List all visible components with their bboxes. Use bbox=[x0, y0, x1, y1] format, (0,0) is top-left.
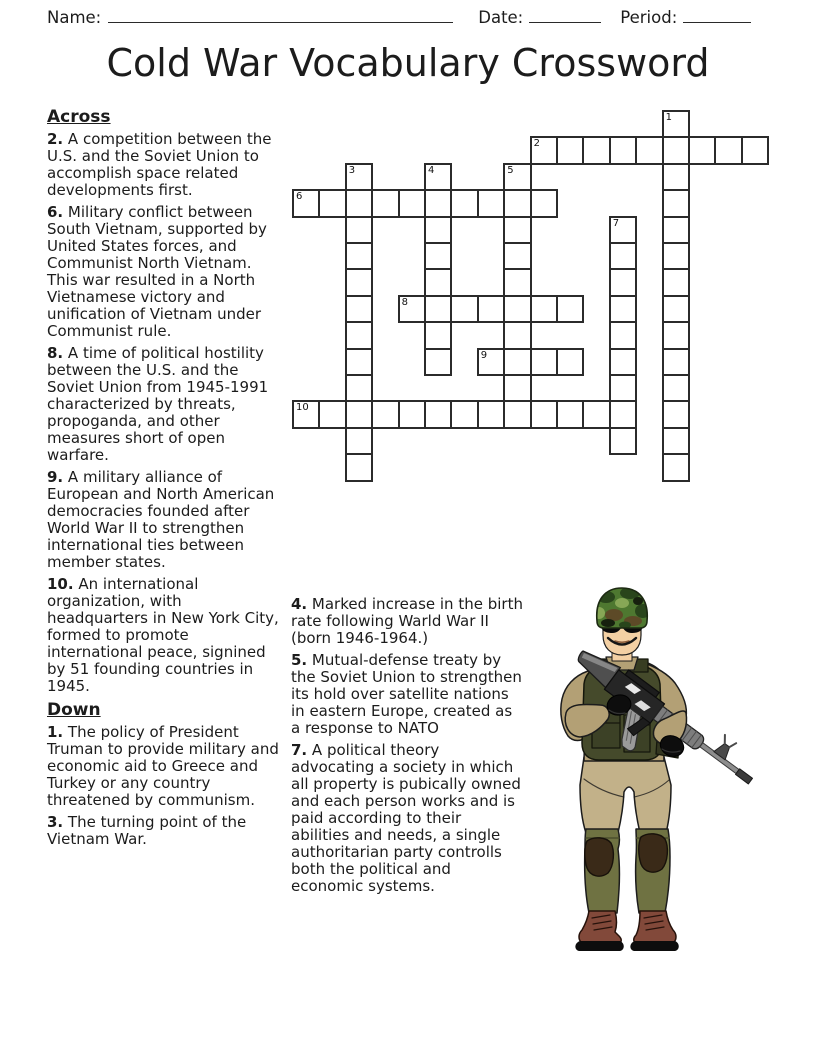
clue-across-6 bbox=[47, 204, 284, 340]
header bbox=[47, 7, 751, 27]
grid-cell[interactable] bbox=[530, 348, 558, 376]
clue-number: 9. bbox=[47, 468, 64, 486]
grid-cell[interactable] bbox=[662, 453, 690, 481]
grid-cell[interactable] bbox=[424, 189, 452, 217]
grid-cell[interactable] bbox=[503, 348, 531, 376]
grid-cell[interactable] bbox=[662, 427, 690, 455]
grid-cell[interactable] bbox=[530, 400, 558, 428]
clue-down-7 bbox=[291, 742, 524, 895]
grid-cell[interactable] bbox=[345, 295, 373, 323]
grid-cell[interactable] bbox=[662, 216, 690, 244]
soldier-boot-left bbox=[579, 911, 621, 943]
grid-cell[interactable] bbox=[662, 400, 690, 428]
date-label: Date: bbox=[478, 8, 524, 27]
clue-text: The policy of President Truman to provide military and economic aid to Greece and Turkey or any country threatened by communism. bbox=[47, 723, 279, 809]
grid-cell[interactable] bbox=[609, 427, 637, 455]
grid-cell[interactable] bbox=[503, 400, 531, 428]
clue-number: 6. bbox=[47, 203, 64, 221]
grid-cell[interactable] bbox=[609, 242, 637, 270]
grid-cell[interactable] bbox=[503, 295, 531, 323]
clue-number: 7. bbox=[291, 741, 308, 759]
grid-cell[interactable] bbox=[424, 295, 452, 323]
grid-cell[interactable] bbox=[662, 321, 690, 349]
grid-cell[interactable] bbox=[530, 189, 558, 217]
across-heading: Across bbox=[47, 107, 111, 127]
cell-number: 9 bbox=[480, 349, 488, 361]
grid-cell[interactable] bbox=[477, 295, 505, 323]
grid-cell[interactable] bbox=[662, 374, 690, 402]
grid-cell[interactable] bbox=[424, 321, 452, 349]
grid-cell[interactable] bbox=[371, 400, 399, 428]
grid-cell[interactable] bbox=[345, 400, 373, 428]
clue-number: 3. bbox=[47, 813, 64, 831]
cell-number: 8 bbox=[401, 296, 408, 308]
soldier-kneepad-left bbox=[585, 838, 614, 876]
grid-cell[interactable] bbox=[609, 136, 637, 164]
left-clue-column bbox=[47, 106, 284, 853]
grid-cell[interactable] bbox=[556, 295, 584, 323]
grid-cell[interactable] bbox=[662, 242, 690, 270]
grid-cell[interactable] bbox=[450, 295, 478, 323]
grid-cell-4[interactable] bbox=[424, 163, 452, 191]
clue-text: A competition between the U.S. and the Soviet Union to accomplish space related developments first. bbox=[47, 130, 272, 199]
grid-cell[interactable] bbox=[609, 348, 637, 376]
grid-cell[interactable] bbox=[424, 268, 452, 296]
grid-cell[interactable] bbox=[556, 348, 584, 376]
grid-cell[interactable] bbox=[662, 189, 690, 217]
grid-cell[interactable] bbox=[345, 216, 373, 244]
name-label: Name: bbox=[47, 8, 102, 27]
grid-cell[interactable] bbox=[503, 189, 531, 217]
grid-cell[interactable] bbox=[503, 216, 531, 244]
grid-cell-5[interactable] bbox=[503, 163, 531, 191]
cell-number: 4 bbox=[428, 164, 435, 176]
clue-text: The turning point of the Vietnam War. bbox=[47, 813, 247, 848]
grid-cell[interactable] bbox=[503, 242, 531, 270]
grid-cell[interactable] bbox=[662, 268, 690, 296]
grid-cell-6[interactable] bbox=[292, 189, 320, 217]
grid-cell[interactable] bbox=[741, 136, 769, 164]
grid-cell[interactable] bbox=[318, 189, 346, 217]
page-title: Cold War Vocabulary Crossword bbox=[106, 41, 710, 85]
cell-number: 1 bbox=[665, 112, 672, 123]
grid-cell[interactable] bbox=[424, 242, 452, 270]
soldier-illustration bbox=[540, 575, 800, 965]
clue-down-1 bbox=[47, 724, 284, 809]
grid-cell[interactable] bbox=[345, 427, 373, 455]
grid-cell[interactable] bbox=[503, 321, 531, 349]
clue-down-3 bbox=[47, 814, 284, 848]
grid-cell[interactable] bbox=[450, 189, 478, 217]
grid-cell[interactable] bbox=[582, 136, 610, 164]
cell-number: 3 bbox=[348, 164, 356, 176]
crossword-grid bbox=[292, 110, 770, 482]
clue-text: Mutual-defense treaty by the Soviet Union to strengthen its hold over satellite nations in eastern Europe, created as a response to NATO bbox=[291, 651, 522, 737]
clue-text: A time of political hostility between the U.S. and the Soviet Union from 1945-1991 characterized by threats, propoganda, and other measures short of open warfare. bbox=[47, 344, 269, 464]
clue-text: Military conflict between South Vietnam, supported by United States forces, and Communist North Vietnam. This war resulted in a North Vietnamese victory and unification of Vietnam under Communist rule. bbox=[47, 203, 267, 340]
grid-cell[interactable] bbox=[609, 268, 637, 296]
grid-cell[interactable] bbox=[503, 374, 531, 402]
date-input-line[interactable] bbox=[529, 7, 601, 23]
clue-text: A military alliance of European and North American democracies founded after World War II to strengthen international ties between member states. bbox=[47, 468, 275, 571]
grid-cell[interactable] bbox=[635, 136, 663, 164]
clue-number: 5. bbox=[291, 651, 308, 669]
grid-cell[interactable] bbox=[345, 242, 373, 270]
clue-across-10 bbox=[47, 576, 284, 695]
grid-cell[interactable] bbox=[530, 295, 558, 323]
clue-across-9 bbox=[47, 469, 284, 571]
cell-number: 7 bbox=[612, 217, 620, 229]
middle-clue-column bbox=[291, 596, 524, 900]
grid-cell-10[interactable] bbox=[292, 400, 320, 428]
grid-cell[interactable] bbox=[714, 136, 742, 164]
grid-cell[interactable] bbox=[609, 295, 637, 323]
clue-down-5 bbox=[291, 652, 524, 737]
cell-number: 10 bbox=[296, 402, 309, 414]
clue-number: 8. bbox=[47, 344, 64, 362]
grid-cell[interactable] bbox=[662, 348, 690, 376]
cell-number: 2 bbox=[533, 138, 540, 150]
grid-cell[interactable] bbox=[345, 321, 373, 349]
grid-cell[interactable] bbox=[662, 136, 690, 164]
grid-cell[interactable] bbox=[424, 348, 452, 376]
clue-number: 2. bbox=[47, 130, 64, 148]
clue-across-2 bbox=[47, 131, 284, 199]
clue-number: 1. bbox=[47, 723, 64, 741]
grid-cell[interactable] bbox=[503, 268, 531, 296]
grid-cell[interactable] bbox=[345, 268, 373, 296]
grid-cell[interactable] bbox=[662, 295, 690, 323]
clue-across-8 bbox=[47, 345, 284, 464]
grid-cell[interactable] bbox=[424, 216, 452, 244]
grid-cell[interactable] bbox=[398, 189, 426, 217]
grid-cell-1[interactable] bbox=[662, 110, 690, 138]
cell-number: 5 bbox=[507, 164, 514, 176]
down-heading: Down bbox=[47, 700, 101, 720]
period-input-line[interactable] bbox=[683, 7, 751, 23]
clue-down-4 bbox=[291, 596, 524, 647]
grid-cell[interactable] bbox=[450, 400, 478, 428]
grid-cell[interactable] bbox=[318, 400, 346, 428]
clue-number: 4. bbox=[291, 595, 308, 613]
grid-cell[interactable] bbox=[477, 189, 505, 217]
grid-cell[interactable] bbox=[371, 189, 399, 217]
grid-cell[interactable] bbox=[662, 163, 690, 191]
name-input-line[interactable] bbox=[108, 7, 453, 23]
grid-cell-7[interactable] bbox=[609, 216, 637, 244]
grid-cell[interactable] bbox=[345, 348, 373, 376]
period-label: Period: bbox=[620, 8, 678, 27]
soldier-pants bbox=[580, 757, 671, 833]
grid-cell-8[interactable] bbox=[398, 295, 426, 323]
grid-cell[interactable] bbox=[345, 189, 373, 217]
grid-cell[interactable] bbox=[609, 321, 637, 349]
clue-number: 10. bbox=[47, 575, 74, 593]
grid-cell-3[interactable] bbox=[345, 163, 373, 191]
cell-number: 6 bbox=[296, 191, 303, 203]
grid-cell[interactable] bbox=[477, 400, 505, 428]
grid-cell[interactable] bbox=[556, 400, 584, 428]
clue-text: Marked increase in the birth rate following Warld War II (born 1946-1964.) bbox=[291, 595, 523, 647]
clue-text: A political theory advocating a society in which all property is pubically owned and each person works and is paid according to their abilities and needs, a single authoritarian party controlls both the political and economic systems. bbox=[291, 741, 521, 895]
soldier-kneepad-right bbox=[639, 834, 668, 872]
clue-text: An international organization, with headquarters in New York City, formed to promote international peace, signined by 51 founding countries in 1945. bbox=[47, 575, 279, 695]
grid-cell[interactable] bbox=[345, 453, 373, 481]
grid-cell[interactable] bbox=[556, 136, 584, 164]
grid-cell[interactable] bbox=[398, 400, 426, 428]
grid-cell-9[interactable] bbox=[477, 348, 505, 376]
grid-cell[interactable] bbox=[424, 400, 452, 428]
grid-cell[interactable] bbox=[582, 400, 610, 428]
grid-cell[interactable] bbox=[688, 136, 716, 164]
grid-cell-2[interactable] bbox=[530, 136, 558, 164]
grid-cell[interactable] bbox=[345, 374, 373, 402]
grid-cell[interactable] bbox=[609, 400, 637, 428]
grid-cell[interactable] bbox=[609, 374, 637, 402]
